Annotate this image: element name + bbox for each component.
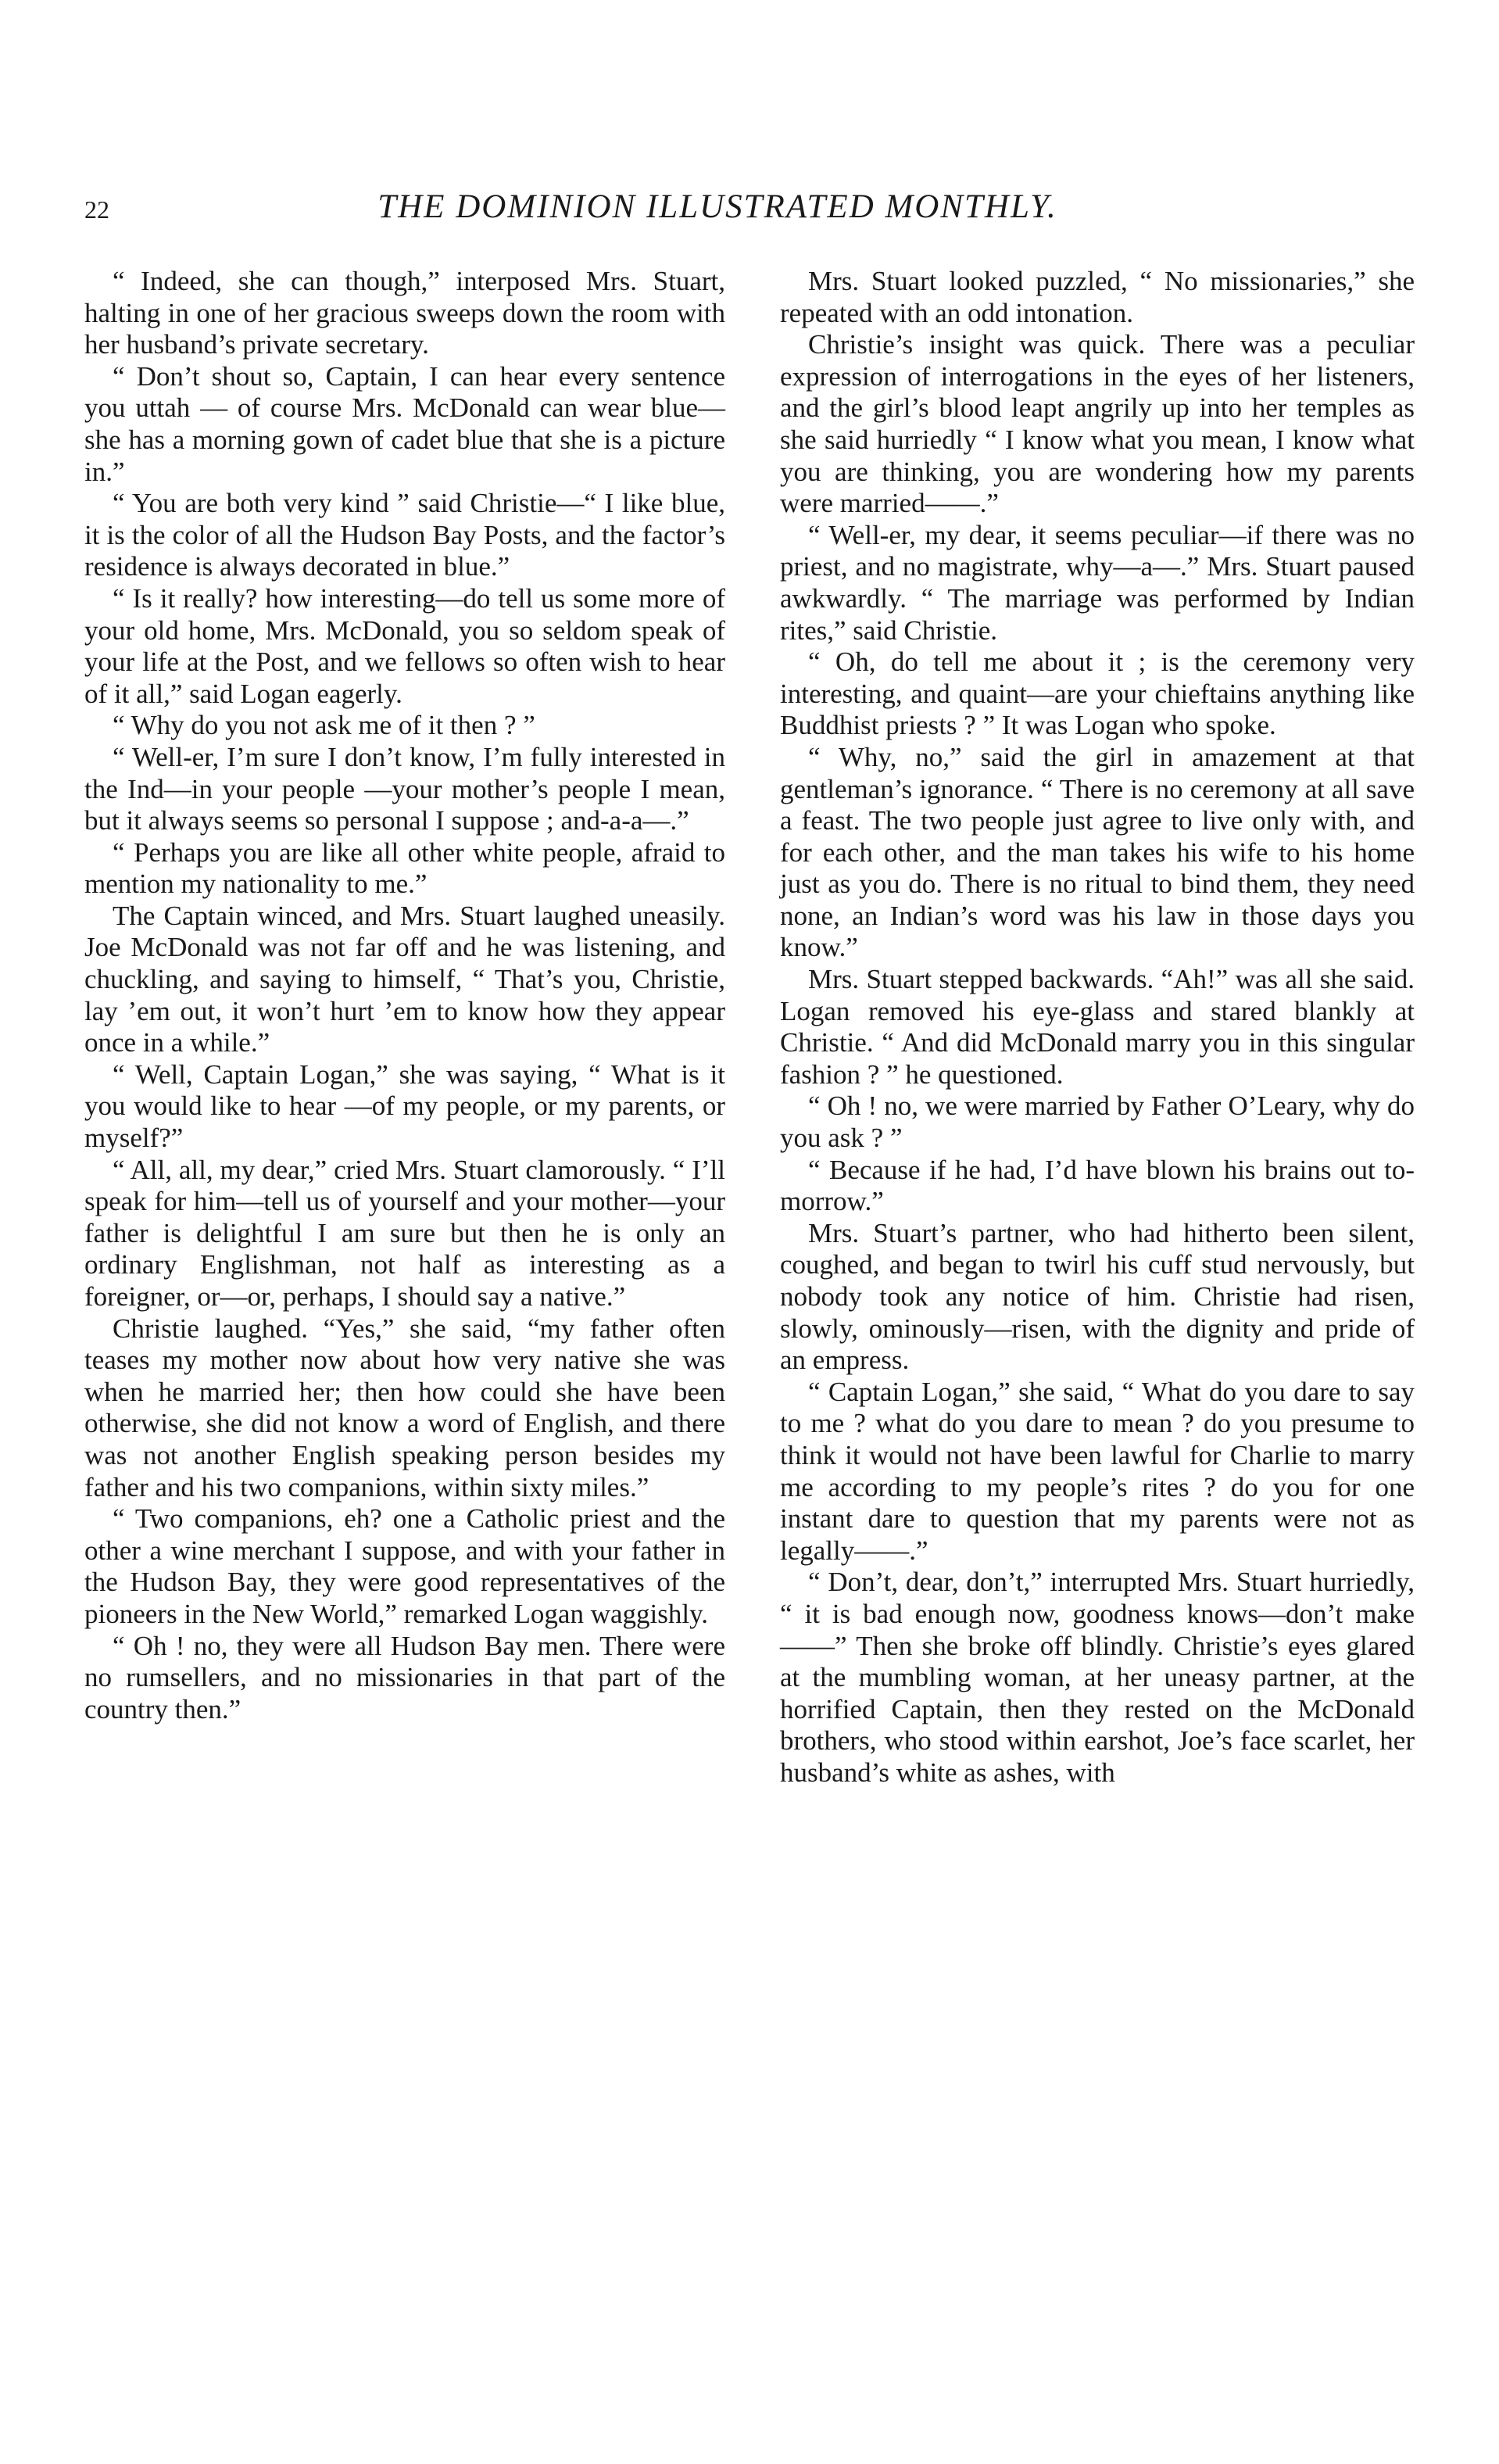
left-column — [84, 266, 725, 1725]
paragraph: “ Indeed, she can though,” interposed Mrs. Stuart, halting in one of her gracious sweeps down the room with her husband’s private secretary. — [84, 266, 725, 360]
paragraph: “ Captain Logan,” she said, “ What do you dare to say to me ? what do you dare to mean ? do you presume to think it would not have been lawful for Charlie to marry me according to my people’s rites ? do you for one instant dare to question that my parents were not as legally——.” — [780, 1376, 1415, 1566]
paragraph: “ Well-er, my dear, it seems peculiar—if there was no priest, and no magistrate, why—a—.” Mrs. Stuart paused awkwardly. “ The marriage was performed by Indian rites,” said Christie. — [780, 519, 1415, 646]
paragraph: “ Oh, do tell me about it ; is the ceremony very interesting, and quaint—are your chieftains anything like Buddhist priests ? ” It was Logan who spoke. — [780, 646, 1415, 741]
paragraph: “ You are both very kind ” said Christie—“ I like blue, it is the color of all the Hudson Bay Posts, and the factor’s residence is always decorated in blue.” — [84, 488, 725, 582]
paragraph: Christie’s insight was quick. There was a peculiar expression of interrogations in the eyes of her listeners, and the girl’s blood leapt angrily up into her temples as she said hurriedly “ I know what you mean, I know what you are thinking, you are wondering how my parents were married——.” — [780, 329, 1415, 519]
running-title: THE DOMINION ILLUSTRATED MONTHLY. — [377, 188, 1057, 225]
paragraph: “ Why, no,” said the girl in amazement at that gentleman’s ignorance. “ There is no ceremony at all save a feast. The two people just agree to live only with, and for each other, and the man takes his wife to his home just as you do. There is no ritual to bind them, they need none, an Indian’s word was his law in those days you know.” — [780, 741, 1415, 963]
paragraph: Mrs. Stuart looked puzzled, “ No missionaries,” she repeated with an odd intonation. — [780, 266, 1415, 328]
paragraph: “ Why do you not ask me of it then ? ” — [113, 710, 535, 741]
page-number: 22 — [84, 195, 109, 224]
paragraph: “ Perhaps you are like all other white people, afraid to mention my nationality to me.” — [84, 836, 725, 900]
paragraph: “ All, all, my dear,” cried Mrs. Stuart clamorously. “ I’ll speak for him—tell us of yourself and your mother—your father is delightful I am sure but then he is only an ordinary Englishman, not half as interesting as a foreigner, or—or, perhaps, I should say a native.” — [84, 1154, 725, 1312]
paragraph: Mrs. Stuart’s partner, who had hitherto been silent, coughed, and began to twirl his cuff stud nervously, but nobody took any notice of him. Christie had risen, slowly, ominously—risen, with the dignity and pride of an empress. — [780, 1217, 1415, 1376]
paragraph: “ Because if he had, I’d have blown his brains out to-morrow.” — [780, 1154, 1415, 1217]
paragraph: Mrs. Stuart stepped backwards. “Ah!” was all she said. Logan removed his eye-glass and stared blankly at Christie. “ And did McDonald marry you in this singular fashion ? ” he questioned. — [780, 964, 1415, 1090]
paragraph: “ Well-er, I’m sure I don’t know, I’m fully interested in the Ind—in your people —your mother’s people I mean, but it always seems so personal I suppose ; and-a-a—.” — [84, 741, 725, 836]
paragraph: Christie laughed. “Yes,” she said, “my father often teases my mother now about how very native she was when he married her; then how could she have been otherwise, she did not know a word of English, and there was not another English speaking person besides my father and his two companions, within sixty miles.” — [84, 1313, 725, 1502]
paragraph: “ Is it really? how interesting—do tell us some more of your old home, Mrs. McDonald, you so seldom speak of your life at the Post, and we fellows so often wish to hear of it all,” said Logan eagerly. — [84, 582, 725, 709]
paragraph: “ Don’t, dear, don’t,” interrupted Mrs. Stuart hurriedly, “ it is bad enough now, goodness knows—don’t make——” Then she broke off blindly. Christie’s eyes glared at the mumbling woman, at her uneasy partner, at the horrified Captain, then they rested on the McDonald brothers, who stood within earshot, Joe’s face scarlet, her husband’s white as ashes, with — [780, 1567, 1415, 1788]
paragraph: “ Oh ! no, we were married by Father O’Leary, why do you ask ? ” — [780, 1091, 1415, 1154]
paragraph: The Captain winced, and Mrs. Stuart laughed uneasily. Joe McDonald was not far off and he was listening, and chuckling, and saying to himself, “ That’s you, Christie, lay ’em out, it won’t hurt ’em to know how they appear once in a while.” — [84, 900, 725, 1058]
paragraph: “ Two companions, eh? one a Catholic priest and the other a wine merchant I suppose, and with your father in the Hudson Bay, they were good representatives of the pioneers in the New World,” remarked Logan waggishly. — [84, 1503, 725, 1629]
running-header — [84, 188, 1351, 235]
right-column — [780, 266, 1415, 1789]
paragraph: “ Well, Captain Logan,” she was saying, “ What is it you would like to hear —of my people, or my parents, or myself?” — [84, 1058, 725, 1154]
paragraph: “ Oh ! no, they were all Hudson Bay men. There were no rumsellers, and no missionaries in that part of the country then.” — [84, 1630, 725, 1724]
paragraph: “ Don’t shout so, Captain, I can hear every sentence you uttah — of course Mrs. McDonald can wear blue—she has a morning gown of cadet blue that she is a picture in.” — [84, 360, 725, 487]
